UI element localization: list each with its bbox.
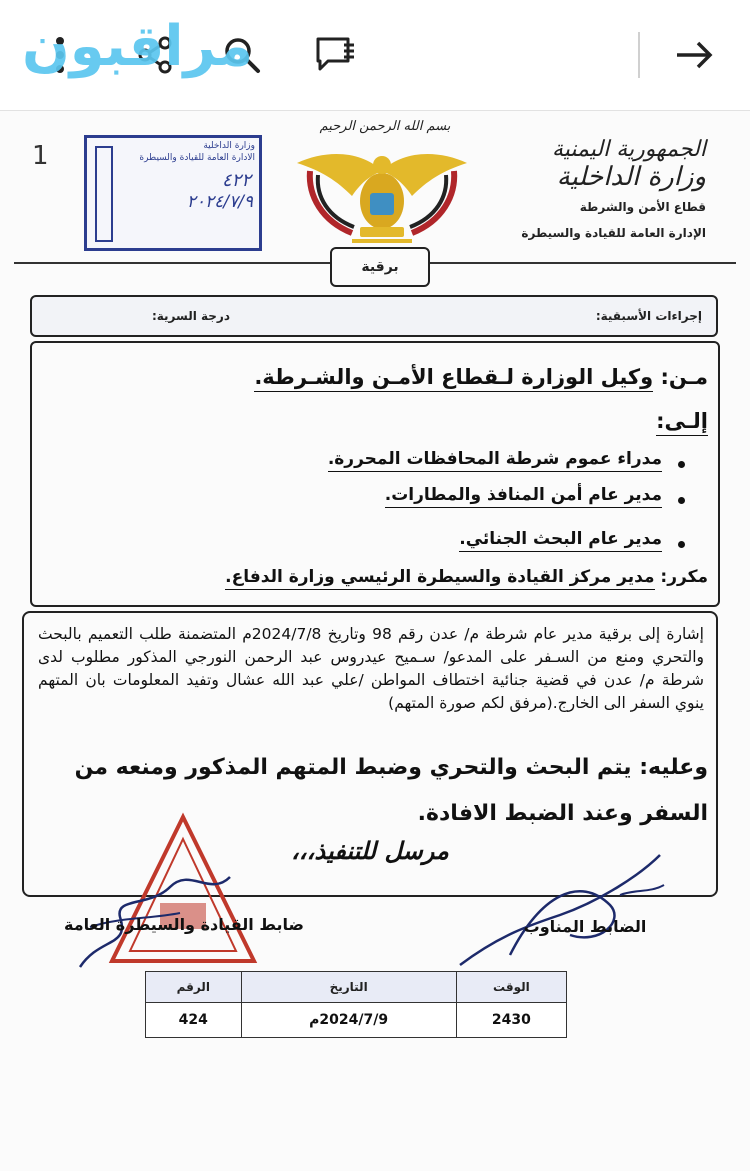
secrecy-label: درجة السرية: [151, 309, 230, 323]
bullet-icon [678, 461, 685, 468]
from-line [254, 365, 708, 389]
document-type-label: برقية [330, 247, 430, 287]
from-label: مـن: [660, 365, 708, 389]
toolbar-divider [638, 32, 640, 78]
stamp-date: ٢٠٢٤/٧/٩ [186, 192, 253, 212]
procedures-label: إجراءات الأسبقية: [595, 309, 702, 323]
document-image [0, 111, 750, 1171]
bullet-icon [678, 541, 685, 548]
meta-box [30, 295, 718, 337]
signature-right-title: الضابط المناوب [523, 917, 647, 936]
recipient-3: مدير عام البحث الجنائي. [459, 529, 662, 549]
from-value: وكيل الوزارة لـقطاع الأمـن والشـرطة. [254, 365, 653, 392]
table-cell-number: 424 [146, 1003, 242, 1038]
recipient-1: مدراء عموم شرطة المحافظات المحررة. [328, 449, 662, 469]
header-department: الإدارة العامة للقيادة والسيطرة [521, 226, 706, 240]
dispatch-table [145, 971, 567, 1038]
eagle-emblem-icon [292, 141, 472, 251]
table-row [146, 1003, 567, 1038]
bullet-icon [678, 497, 685, 504]
decree-text: وعليه: يتم البحث والتحري وضبط المتهم المذكور ومنعه من السفر وعند الضبط الافادة. [74, 755, 708, 826]
watermark-logo: مراقبون [22, 14, 254, 79]
page-number: 1 [32, 141, 49, 171]
signature-scribble-right [450, 835, 680, 975]
comment-icon[interactable] [305, 25, 365, 85]
header-sector: قطاع الأمن والشرطة [579, 200, 706, 214]
incoming-stamp [84, 135, 262, 251]
cc-value: مدير مركز القيادة والسيطرة الرئيسي وزارة الدفاع. [225, 567, 654, 590]
send-for-execution: مرسل للتنفيذ،،، [291, 837, 449, 865]
top-toolbar [0, 0, 750, 111]
header-ministry-name: وزارة الداخلية [556, 162, 706, 192]
table-header-date: التاريخ [241, 972, 456, 1003]
stamp-bar [95, 146, 113, 242]
forward-arrow-icon[interactable] [664, 25, 724, 85]
basmala: بسم الله الرحمن الرحيم [319, 119, 451, 134]
stamp-number: ٤٢٢ [221, 170, 251, 191]
recipient-2: مدير عام أمن المنافذ والمطارات. [385, 485, 662, 505]
cc-label: مكرر: [660, 567, 708, 587]
table-header-time: الوقت [456, 972, 566, 1003]
signature-left-title: ضابط القيادة والسيطرة العامة [64, 915, 304, 934]
to-label: إلـى: [656, 409, 708, 433]
header-ministry [516, 137, 706, 240]
header-republic: الجمهورية اليمنية [551, 137, 706, 162]
table-header-number: الرقم [146, 972, 242, 1003]
table-header-row [146, 972, 567, 1003]
table-cell-date: 2024/7/9م [241, 1003, 456, 1038]
cc-line [225, 567, 708, 587]
body-paragraph: إشارة إلى برقية مدير عام شرطة م/ عدن رقم 98 وتاريخ 2024/7/8م المتضمنة طلب التعميم بالبحث والتحري ومنع من السـفر على المدعو/ سـميح عيدروس عبد الرحمن النورجي المذكور مطلوب لدى شرطة م/ عدن في قضية جنائية اختطاف المواطن /علي عبد الله عشال وتفيد المعلومات بان المتهم ينوي السفر الى الخارج.(مرفق لكم صورة المتهم) [38, 625, 704, 712]
stamp-ministry: وزارة الداخلية الادارة العامة للقيادة والسيطرة [139, 141, 255, 163]
table-cell-time: 2430 [456, 1003, 566, 1038]
